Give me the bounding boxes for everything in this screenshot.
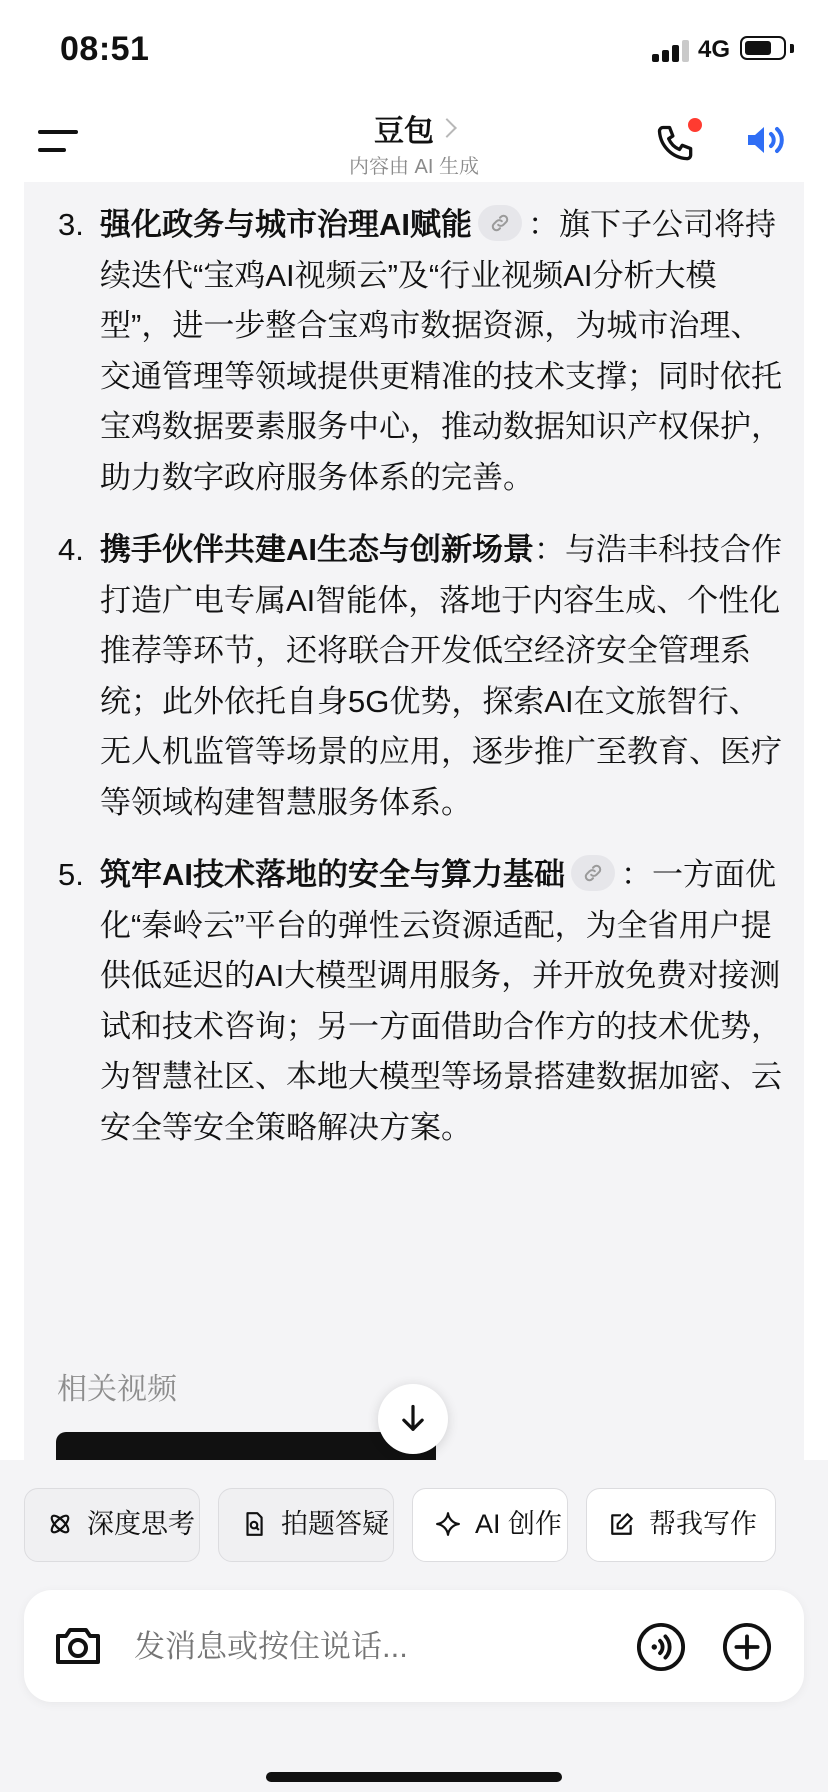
page-title[interactable]: 豆包	[374, 115, 434, 148]
link-icon[interactable]	[478, 205, 522, 241]
list-item	[24, 525, 804, 828]
plus-icon[interactable]	[722, 1622, 772, 1672]
battery-tip	[790, 44, 794, 53]
item-title: 强化政务与城市治理AI赋能	[100, 207, 472, 242]
speaker-icon[interactable]	[742, 116, 792, 166]
deep-think-button[interactable]	[24, 1488, 200, 1562]
chip-label: 深度思考	[87, 1509, 195, 1539]
numbered-list	[24, 200, 804, 1175]
item-body: 旗下子公司将持续迭代“宝鸡AI视频云”及“行业视频AI分析大模型”，进一步整合宝鸡市数据资源，为城市治理、交通管理等领域提供更精准的技术支撑；同时依托宝鸡数据要素服务中心，推动数据知识产权保护，助力数字政府服务体系的完善。	[100, 207, 782, 495]
notification-dot	[688, 118, 702, 132]
voice-input-icon[interactable]	[636, 1622, 686, 1672]
battery-icon	[740, 36, 786, 60]
ai-create-button[interactable]	[412, 1488, 568, 1562]
status-bar	[0, 0, 828, 100]
related-videos-label: 相关视频	[57, 1373, 177, 1406]
item-separator: ：	[621, 857, 652, 892]
item-body: 与浩丰科技合作打造广电专属AI智能体，落地于内容生成、个性化推荐等环节，还将联合开发低空经济安全管理系统；此外依托自身5G优势，探索AI在文旅智行、无人机监管等场景的应用，逐步推广至教育、医疗等领域构建智慧服务体系。	[100, 532, 782, 820]
message-input-bar	[24, 1590, 804, 1702]
message-content[interactable]	[24, 182, 804, 1460]
camera-icon[interactable]	[54, 1622, 104, 1670]
item-number: 4.	[58, 532, 84, 567]
deep-think-icon	[47, 1511, 73, 1537]
quick-actions	[24, 1488, 828, 1566]
item-title: 筑牢AI技术落地的安全与算力基础	[100, 857, 565, 892]
composer-panel	[0, 1460, 828, 1792]
item-body: 一方面优化“秦岭云”平台的弹性云资源适配，为全省用户提供低延迟的AI大模型调用服务，并开放免费对接测试和技术咨询；另一方面借助合作方的技术优势，为智慧社区、本地大模型等场景搭建数据加密、云安全等安全策略解决方案。	[100, 857, 782, 1145]
link-icon[interactable]	[571, 855, 615, 891]
chat-header	[0, 100, 828, 182]
status-time: 08:51	[60, 30, 150, 68]
chevron-right-icon	[437, 118, 457, 138]
scroll-down-button[interactable]	[378, 1384, 448, 1454]
message-input[interactable]	[132, 1590, 556, 1704]
video-thumbnail[interactable]	[56, 1432, 436, 1460]
item-separator: ：	[534, 532, 565, 567]
list-item	[24, 200, 804, 503]
signal-icon	[652, 38, 690, 62]
item-number: 3.	[58, 207, 84, 242]
photo-question-icon	[241, 1511, 267, 1537]
edit-icon	[609, 1511, 635, 1537]
list-item	[24, 850, 804, 1153]
item-title: 携手伙伴共建AI生态与创新场景	[100, 532, 534, 567]
arrow-down-icon	[399, 1403, 427, 1435]
help-write-button[interactable]	[586, 1488, 776, 1562]
chip-label: AI 创作	[475, 1509, 563, 1539]
item-separator: ：	[528, 207, 559, 242]
sparkle-icon	[435, 1511, 461, 1537]
item-number: 5.	[58, 857, 84, 892]
chip-label: 拍题答疑	[281, 1509, 389, 1539]
phone-icon[interactable]	[654, 118, 704, 168]
network-type: 4G	[698, 36, 731, 63]
page-subtitle: 内容由 AI 生成	[348, 156, 479, 178]
home-indicator	[266, 1772, 562, 1782]
chip-label: 帮我写作	[649, 1509, 757, 1539]
battery-level	[745, 41, 771, 55]
photo-question-button[interactable]	[218, 1488, 394, 1562]
